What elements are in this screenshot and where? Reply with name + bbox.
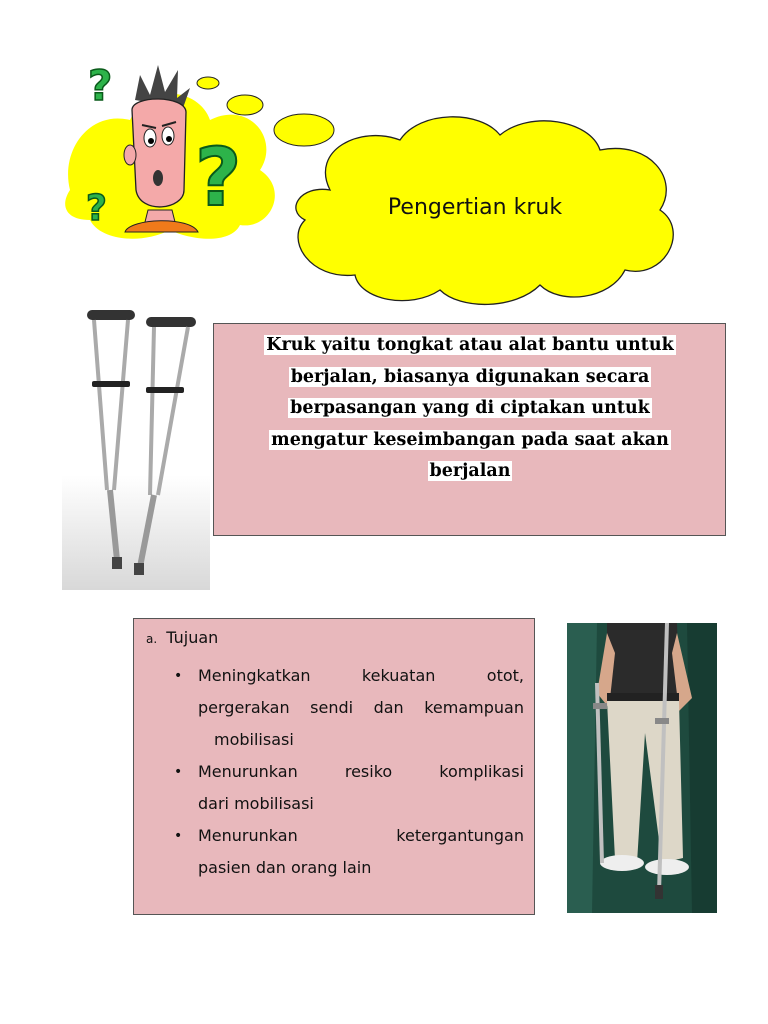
cloud-title: Pengertian kruk [387, 195, 563, 220]
definition-line: berjalan [429, 461, 511, 481]
list-item-line: mobilisasi [214, 730, 294, 749]
purpose-heading [146, 628, 218, 647]
list-item-line: • Menurunkan ketergantungan [198, 826, 524, 845]
definition-line: berjalan, biasanya digunakan secara [290, 366, 650, 387]
thought-cloud-illustration [0, 40, 768, 330]
list-item-line: dari mobilisasi [198, 794, 314, 813]
list-item-line: • Menurunkan resiko komplikasi [198, 762, 524, 781]
definition-line: mengatur keseimbangan pada saat akan [271, 429, 669, 450]
purpose-list [170, 660, 524, 884]
list-marker: a. [146, 632, 158, 646]
thought-bubble-large [274, 114, 334, 146]
list-item-line: • Meningkatkan kekuatan otot, [198, 666, 524, 685]
crutches-image [62, 305, 210, 590]
man-with-crutches-image [567, 623, 717, 913]
question-mark-icon: ? [88, 61, 113, 110]
question-mark-icon: ? [195, 131, 242, 224]
list-item-line: pasien dan orang lain [198, 858, 372, 877]
list-item [170, 756, 524, 820]
list-item [170, 820, 524, 884]
definition-line: Kruk yaitu tongkat atau alat bantu untuk [266, 335, 674, 355]
thought-bubble-medium [227, 95, 263, 115]
list-item [170, 660, 524, 756]
definition-line: berpasangan yang di ciptakan untuk [290, 398, 650, 418]
question-mark-icon: ? [86, 188, 107, 229]
purpose-heading-label: Tujuan [166, 628, 219, 647]
list-item-line: pergerakan sendi dan kemampuan [198, 698, 524, 717]
thought-bubble-small [197, 77, 219, 89]
definition-text [222, 330, 718, 488]
